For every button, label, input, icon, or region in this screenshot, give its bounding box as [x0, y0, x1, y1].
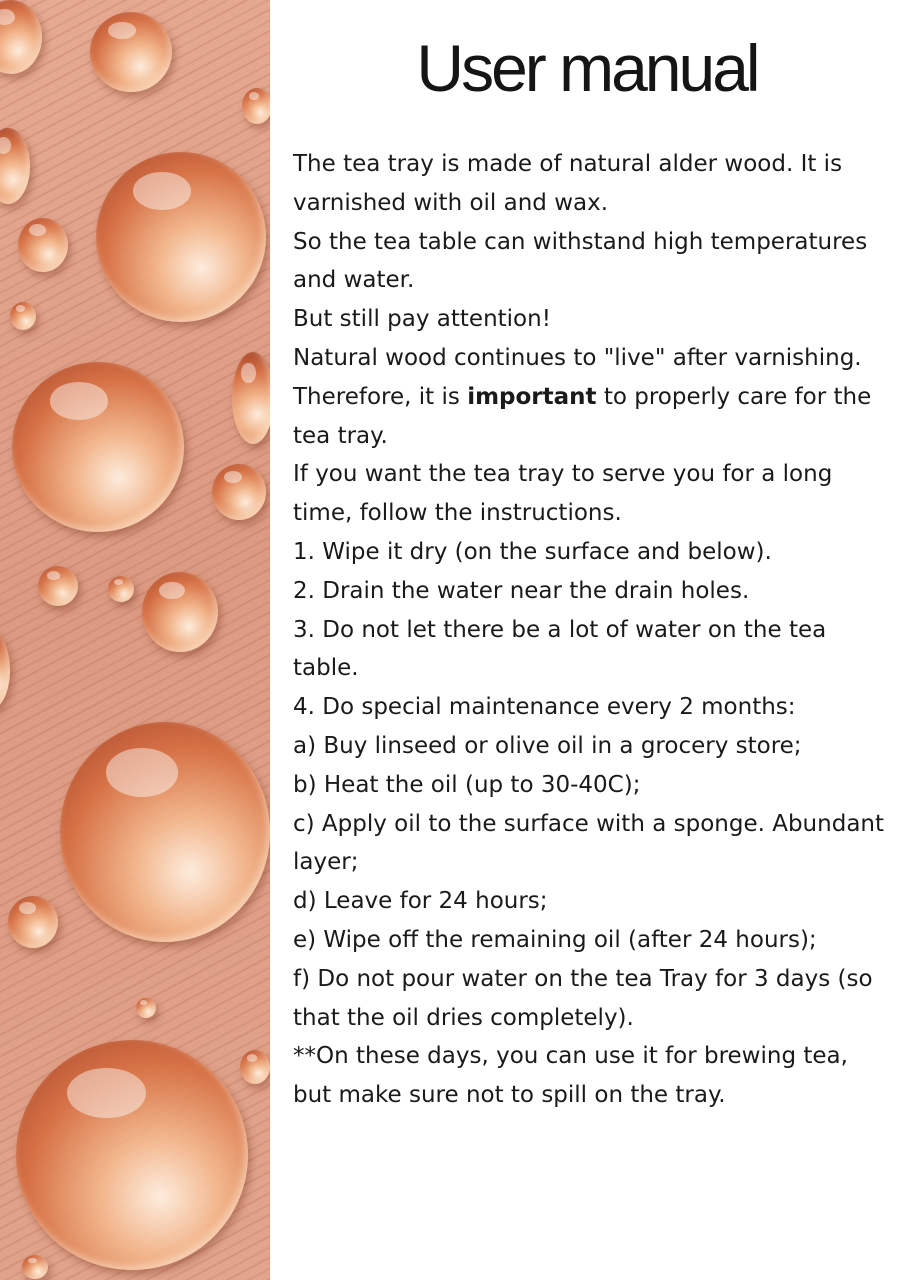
note-paragraph: **On these days, you can use it for brewing tea, but make sure not to spill on the tray.	[293, 1043, 848, 1109]
step-item: 2. Drain the water near the drain holes.	[293, 577, 750, 604]
water-drop	[22, 1255, 48, 1279]
water-drop	[90, 12, 172, 92]
page-title: User manual	[416, 31, 758, 105]
water-drop	[0, 0, 42, 74]
substep-item: d) Leave for 24 hours;	[293, 888, 548, 915]
substep-item: f) Do not pour water on the tea Tray for 3 days (so that the oil dries completely).	[293, 965, 873, 1031]
water-drop	[60, 722, 270, 942]
substep-item: c) Apply oil to the surface with a sponge. Abundant layer;	[293, 810, 885, 876]
water-drop	[18, 218, 68, 272]
water-drop	[142, 572, 218, 652]
intro-paragraph: If you want the tea tray to serve you for a long time, follow the instructions.	[293, 461, 833, 527]
intro-paragraph: So the tea table can withstand high temperatures and water.	[293, 228, 868, 294]
text-span: Therefore, it is	[293, 383, 468, 410]
step-item: 4. Do special maintenance every 2 months:	[293, 694, 796, 721]
water-drop	[38, 566, 78, 606]
substep-item: b) Heat the oil (up to 30-40C);	[293, 771, 641, 798]
intro-paragraph: But still pay attention!	[293, 306, 551, 333]
intro-paragraph: The tea tray is made of natural alder wood. It is varnished with oil and wax.	[293, 151, 843, 216]
water-drop	[240, 1050, 270, 1084]
water-drop	[0, 630, 10, 710]
water-drop	[12, 362, 184, 532]
step-item: 3. Do not let there be a lot of water on the tea table.	[293, 616, 827, 682]
water-drop	[136, 998, 156, 1018]
water-drop	[8, 896, 58, 948]
water-drop	[108, 576, 134, 602]
text-span: to properly care for the tea tray.	[293, 383, 872, 449]
water-drop	[232, 352, 270, 444]
water-drop	[0, 128, 30, 204]
water-drops-wood-image	[0, 0, 270, 1280]
manual-body	[293, 145, 893, 1115]
emphasis-text: important	[467, 383, 597, 410]
intro-paragraph: Natural wood continues to "live" after varnishing.	[293, 344, 862, 371]
substep-item: e) Wipe off the remaining oil (after 24 hours);	[293, 926, 817, 953]
water-drop	[242, 88, 270, 124]
water-drop	[10, 302, 36, 330]
water-drop	[96, 152, 266, 322]
step-item: 1. Wipe it dry (on the surface and below).	[293, 538, 772, 565]
intro-paragraph	[293, 378, 893, 456]
water-drop	[16, 1040, 248, 1270]
substep-item: a) Buy linseed or olive oil in a grocery store;	[293, 732, 802, 759]
water-drop	[212, 464, 266, 520]
